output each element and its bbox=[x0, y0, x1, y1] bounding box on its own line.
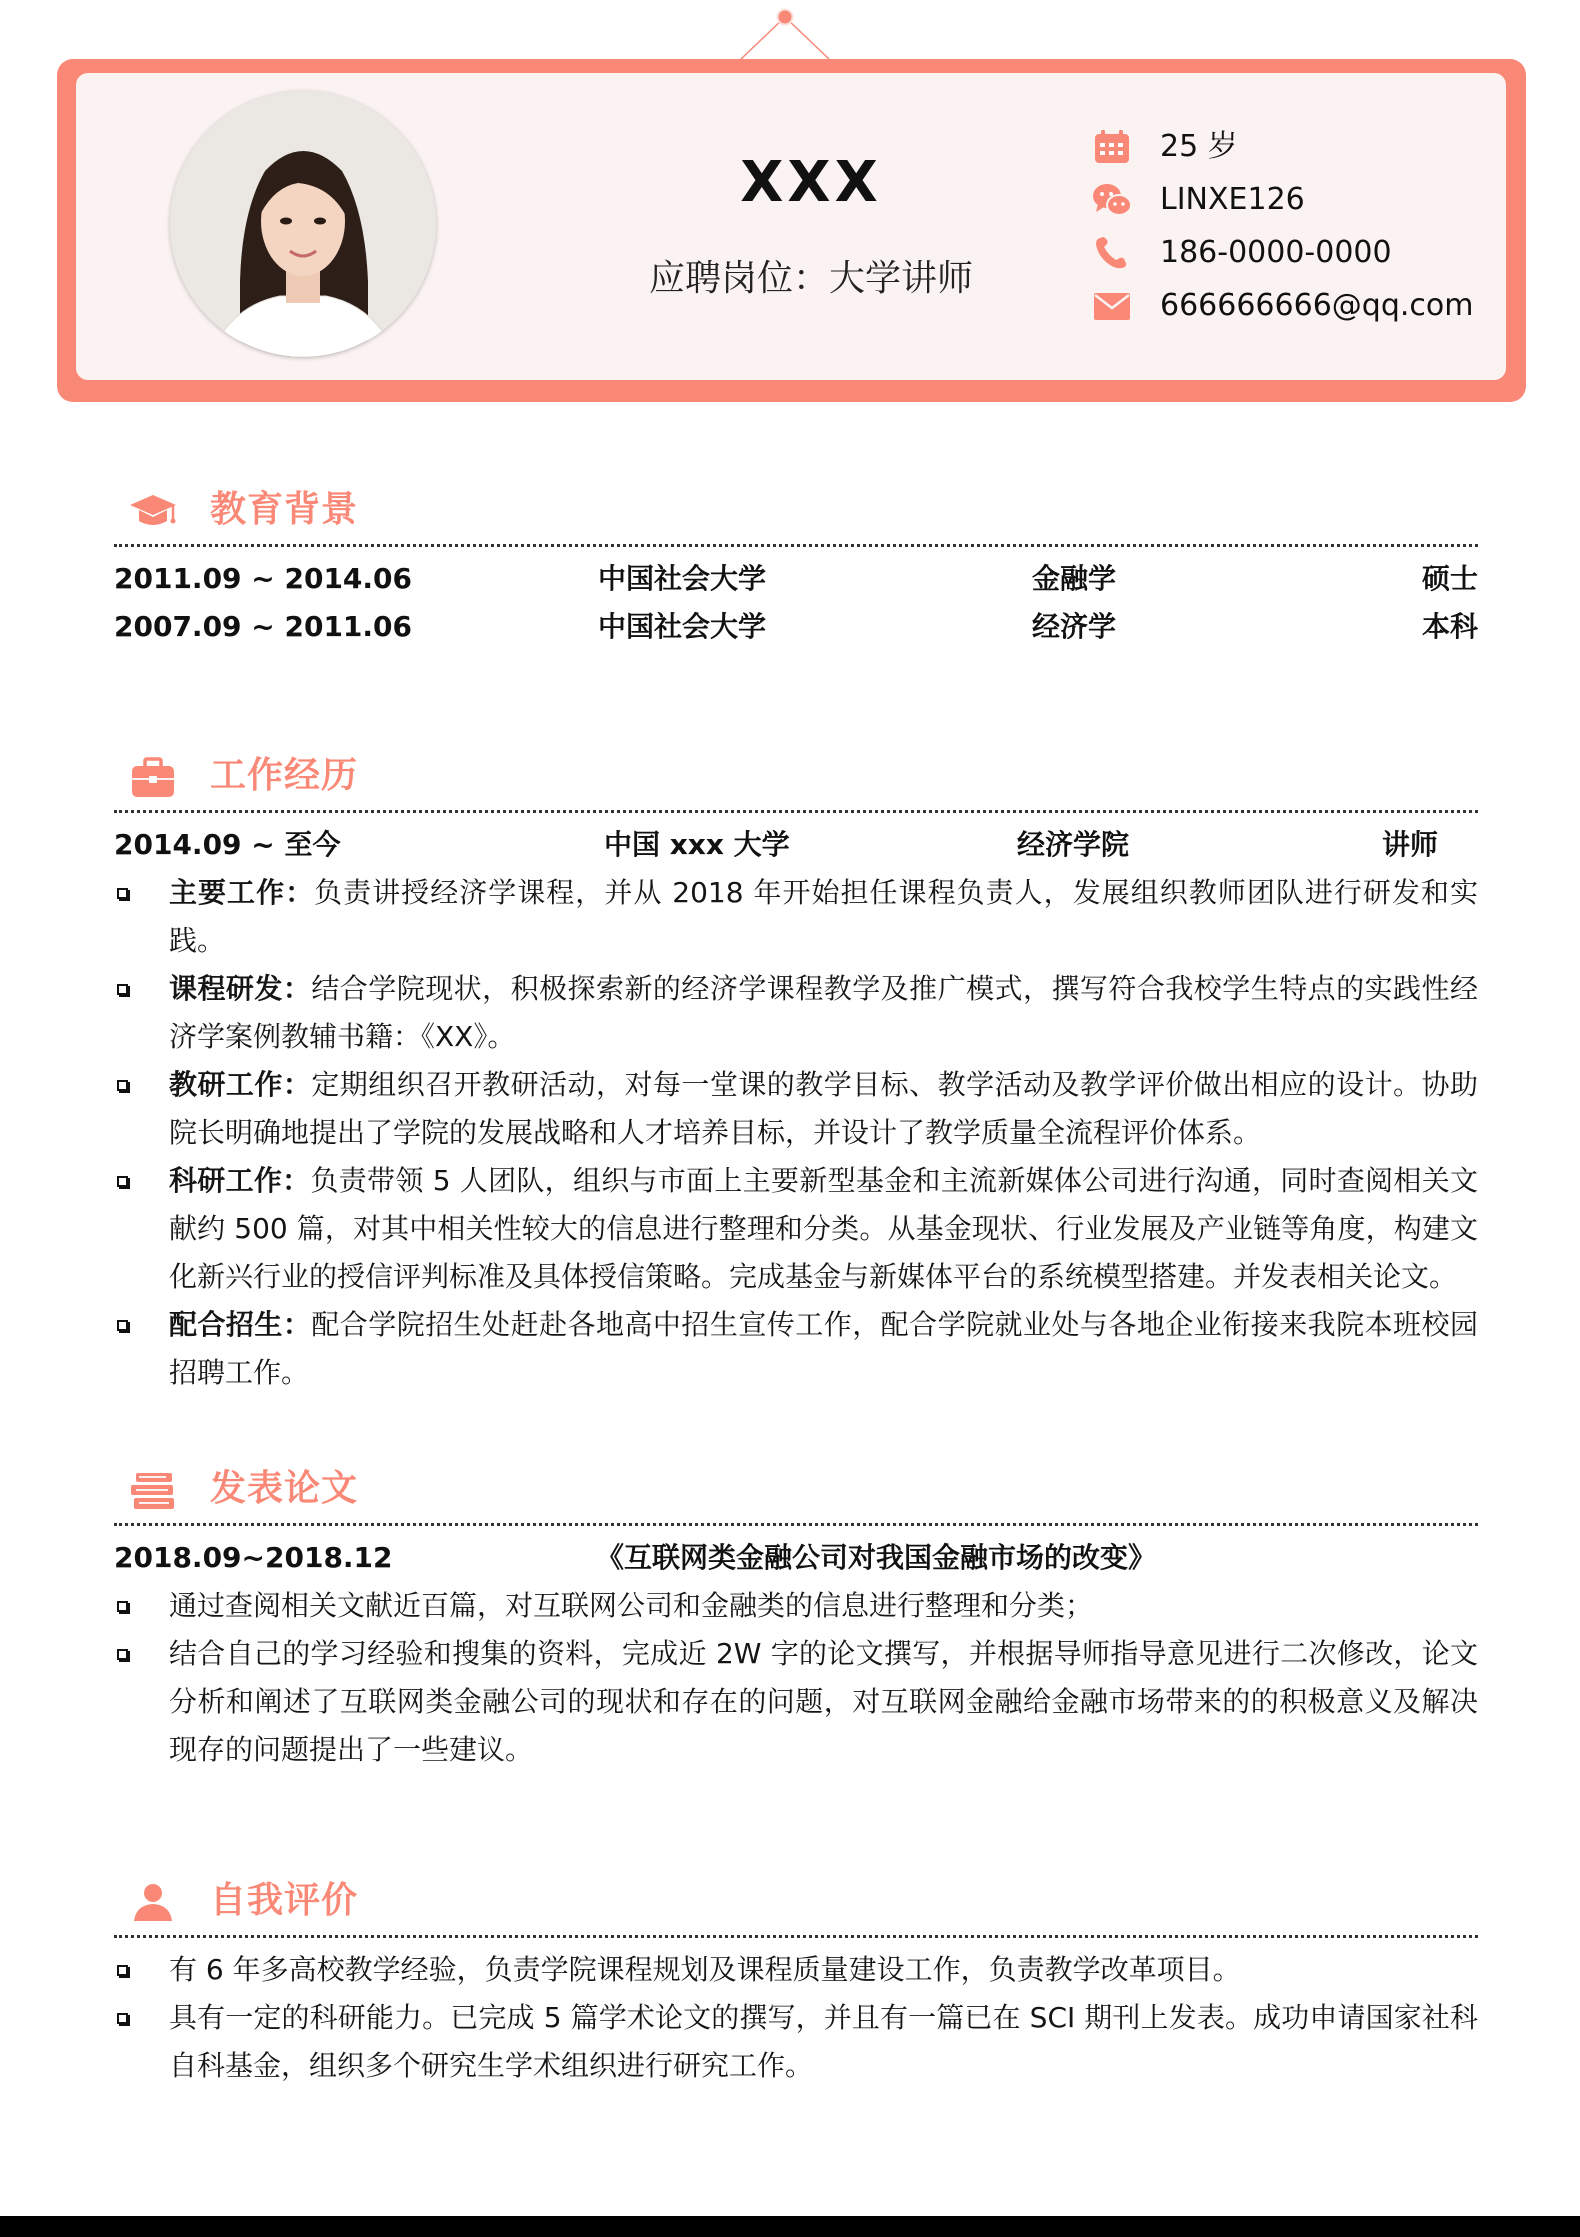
calendar-icon bbox=[1092, 129, 1132, 165]
education-title: 教育背景 bbox=[210, 489, 359, 530]
phone-icon bbox=[1092, 235, 1132, 271]
list-item-text: 负责讲授经济学课程，并从 2018 年开始担任课程负责人，发展组织教师团队进行研发和实践。 bbox=[169, 876, 1478, 957]
list-item bbox=[114, 965, 1478, 1061]
briefcase-icon bbox=[128, 756, 178, 800]
header-card bbox=[57, 59, 1526, 402]
contact-age-text: 25 岁 bbox=[1160, 129, 1238, 164]
work-duty-list bbox=[114, 869, 1478, 1397]
self-evaluation-header bbox=[114, 1873, 1478, 1938]
work-organization: 中国 xxx 大学 bbox=[604, 828, 790, 861]
list-item: 有 6 年多高校教学经验，负责学院课程规划及课程质量建设工作，负责教学改革项目。 bbox=[114, 1946, 1478, 1994]
page-bottom-bar bbox=[0, 2216, 1580, 2237]
list-item-label: 课程研发： bbox=[169, 972, 312, 1005]
work-row bbox=[114, 821, 1478, 869]
paper-period: 2018.09~2018.12 bbox=[114, 1541, 393, 1574]
papers-header bbox=[114, 1461, 1478, 1526]
applied-position: 应聘岗位：大学讲师 bbox=[648, 258, 973, 299]
list-item-text: 配合学院招生处赶赴各地高中招生宣传工作，配合学院就业处与各地企业衔接来我院本班校园招聘工作。 bbox=[169, 1308, 1478, 1389]
avatar-photo bbox=[170, 91, 436, 357]
graduation-cap-icon bbox=[128, 490, 178, 534]
education-degree: 硕士 bbox=[1421, 562, 1478, 595]
contact-phone-text: 186-0000-0000 bbox=[1160, 235, 1392, 270]
papers-section bbox=[114, 1461, 1478, 1774]
list-item-label: 教研工作： bbox=[169, 1068, 312, 1101]
work-period: 2014.09 ~ 至今 bbox=[114, 828, 341, 861]
list-item-text: 定期组织召开教研活动，对每一堂课的教学目标、教学活动及教学评价做出相应的设计。协助院长明确地提出了学院的发展战略和人才培养目标，并设计了教学质量全流程评价体系。 bbox=[169, 1068, 1478, 1149]
education-degree: 本科 bbox=[1421, 610, 1478, 643]
header-card-inner bbox=[76, 73, 1506, 380]
education-major: 经济学 bbox=[1032, 610, 1117, 643]
contact-wechat-text: LINXE126 bbox=[1160, 182, 1305, 217]
candidate-name: XXX bbox=[740, 150, 882, 215]
list-item-label: 主要工作： bbox=[169, 876, 315, 909]
work-title: 工作经历 bbox=[210, 755, 359, 796]
mail-icon bbox=[1092, 288, 1132, 324]
work-header bbox=[114, 748, 1478, 813]
wechat-icon bbox=[1092, 182, 1132, 218]
work-department: 经济学院 bbox=[1017, 828, 1130, 861]
work-section bbox=[114, 748, 1478, 1397]
contact-email-text: 666666666@qq.com bbox=[1160, 288, 1474, 323]
papers-title: 发表论文 bbox=[210, 1468, 359, 1509]
hanging-pin-decoration bbox=[735, 8, 835, 63]
education-school: 中国社会大学 bbox=[598, 610, 767, 643]
list-item-label: 配合招生： bbox=[169, 1308, 312, 1341]
papers-list bbox=[114, 1582, 1478, 1774]
person-icon bbox=[128, 1881, 178, 1925]
work-role: 讲师 bbox=[1382, 828, 1439, 861]
list-item: 具有一定的科研能力。已完成 5 篇学术论文的撰写，并且有一篇已在 SCI 期刊上发表。成功申请国家社科自科基金，组织多个研究生学术组织进行研究工作。 bbox=[114, 1994, 1478, 2090]
education-row bbox=[114, 555, 1478, 603]
paper-title: 《互联网类金融公司对我国金融市场的改变》 bbox=[596, 1541, 1157, 1574]
self-evaluation-section bbox=[114, 1873, 1478, 2090]
education-section bbox=[114, 482, 1478, 651]
books-stack-icon bbox=[128, 1469, 178, 1513]
list-item-text: 结合学院现状，积极探索新的经济学课程教学及推广模式，撰写符合我校学生特点的实践性经济学案例教辅书籍：《XX》。 bbox=[169, 972, 1478, 1053]
education-header bbox=[114, 482, 1478, 547]
list-item bbox=[114, 1061, 1478, 1157]
education-period: 2011.09 ~ 2014.06 bbox=[114, 562, 413, 595]
self-evaluation-title: 自我评价 bbox=[210, 1880, 359, 1921]
education-school: 中国社会大学 bbox=[598, 562, 767, 595]
education-row bbox=[114, 603, 1478, 651]
list-item bbox=[114, 1301, 1478, 1397]
list-item: 结合自己的学习经验和搜集的资料，完成近 2W 字的论文撰写，并根据导师指导意见进行二次修改，论文分析和阐述了互联网类金融公司的现状和存在的问题，对互联网金融给金融市场带来的的积极意义及解决现存的问题提出了一些建议。 bbox=[114, 1630, 1478, 1774]
list-item-text: 负责带领 5 人团队，组织与市面上主要新型基金和主流新媒体公司进行沟通，同时查阅相关文献约 500 篇，对其中相关性较大的信息进行整理和分类。从基金现状、行业发展及产业链等角度，构建文化新兴行业的授信评判标准及具体授信策略。完成基金与新媒体平台的系统模型搭建。并发表相关论文。 bbox=[169, 1164, 1478, 1293]
list-item-label: 科研工作： bbox=[169, 1164, 311, 1197]
education-period: 2007.09 ~ 2011.06 bbox=[114, 610, 413, 643]
list-item bbox=[114, 869, 1478, 965]
list-item bbox=[114, 1157, 1478, 1301]
list-item: 通过查阅相关文献近百篇，对互联网公司和金融类的信息进行整理和分类； bbox=[114, 1582, 1478, 1630]
self-evaluation-list bbox=[114, 1946, 1478, 2090]
education-major: 金融学 bbox=[1032, 562, 1117, 595]
papers-row bbox=[114, 1534, 1478, 1582]
